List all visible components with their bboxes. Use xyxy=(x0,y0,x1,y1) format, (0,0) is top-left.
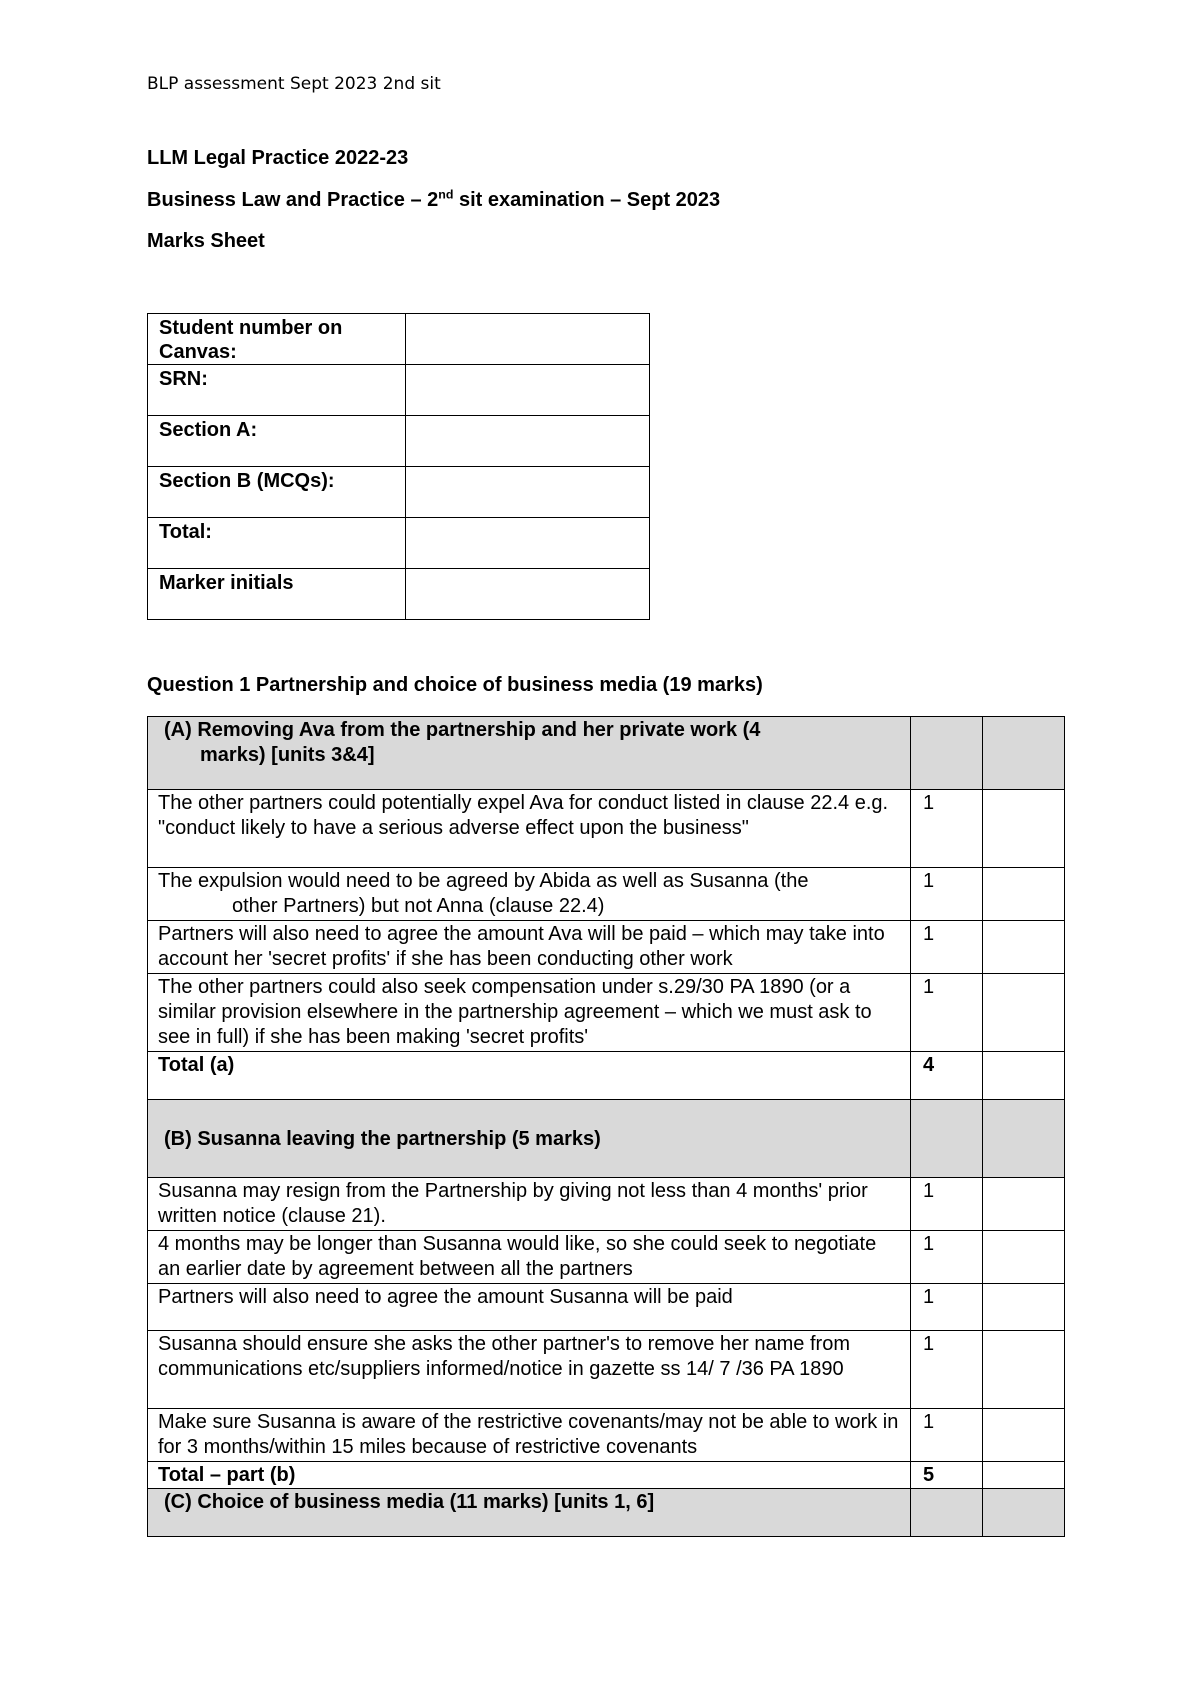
part-c-heading: (C) Choice of business media (11 marks) [units 1, 6] xyxy=(148,1489,911,1537)
total-field[interactable] xyxy=(406,518,650,569)
score-cell[interactable] xyxy=(983,790,1065,868)
part-b-total-row xyxy=(148,1462,1065,1489)
part-b-header-row xyxy=(148,1100,1065,1178)
criterion-text: Partners will also need to agree the amount Ava will be paid – which may take into account her 'secret profits' if she has been conducting other work xyxy=(148,921,911,974)
criterion-text-line2: other Partners) but not Anna (clause 22.4) xyxy=(232,895,605,917)
table-row xyxy=(148,1284,1065,1331)
score-cell[interactable] xyxy=(983,1284,1065,1331)
criterion-mark: 1 xyxy=(911,921,983,974)
table-row xyxy=(148,1231,1065,1284)
criterion-mark: 1 xyxy=(911,790,983,868)
criterion-text: The other partners could also seek compensation under s.29/30 PA 1890 (or a similar provision elsewhere in the partnership agreement – which we must ask to see in full) if she has been making 'secret profits' xyxy=(148,974,911,1052)
criterion-mark: 1 xyxy=(911,1178,983,1231)
part-b-total-value: 5 xyxy=(911,1462,983,1489)
part-c-header-score xyxy=(983,1489,1065,1537)
part-a-heading-line2: marks) [units 3&4] xyxy=(200,744,375,766)
exam-title xyxy=(147,189,720,212)
part-a-header-score xyxy=(983,717,1065,790)
score-cell[interactable] xyxy=(983,974,1065,1052)
srn-label: SRN: xyxy=(148,365,406,416)
student-info-table xyxy=(147,313,650,620)
marks-table xyxy=(147,716,1065,1537)
total-label: Total: xyxy=(148,518,406,569)
part-a-total-label: Total (a) xyxy=(148,1052,911,1100)
student-number-field[interactable] xyxy=(406,314,650,365)
criterion-mark: 1 xyxy=(911,974,983,1052)
exam-title-sup: nd xyxy=(438,187,454,202)
srn-field[interactable] xyxy=(406,365,650,416)
criterion-text: Susanna may resign from the Partnership by giving not less than 4 months' prior written notice (clause 21). xyxy=(148,1178,911,1231)
running-header: BLP assessment Sept 2023 2nd sit xyxy=(147,74,441,94)
info-row-srn xyxy=(148,365,650,416)
part-b-header-mark xyxy=(911,1100,983,1178)
section-b-label: Section B (MCQs): xyxy=(148,467,406,518)
exam-title-prefix: Business Law and Practice – 2 xyxy=(147,189,439,211)
part-b-header-score xyxy=(983,1100,1065,1178)
part-c-header-mark xyxy=(911,1489,983,1537)
criterion-mark: 1 xyxy=(911,1284,983,1331)
table-row xyxy=(148,790,1065,868)
section-a-field[interactable] xyxy=(406,416,650,467)
marks-sheet-title: Marks Sheet xyxy=(147,230,265,252)
marker-initials-label: Marker initials xyxy=(148,569,406,620)
student-number-label: Student number on Canvas: xyxy=(148,314,406,365)
section-b-field[interactable] xyxy=(406,467,650,518)
part-b-total-label: Total – part (b) xyxy=(148,1462,911,1489)
part-a-header-mark xyxy=(911,717,983,790)
criterion-mark: 1 xyxy=(911,1231,983,1284)
exam-title-suffix: sit examination – Sept 2023 xyxy=(453,189,721,211)
criterion-text: The other partners could potentially expel Ava for conduct listed in clause 22.4 e.g. "conduct likely to have a serious adverse effect upon the business" xyxy=(148,790,911,868)
criterion-text: 4 months may be longer than Susanna would like, so she could seek to negotiate an earlier date by agreement between all the partners xyxy=(148,1231,911,1284)
part-b-heading: (B) Susanna leaving the partnership (5 marks) xyxy=(148,1100,911,1178)
course-title: LLM Legal Practice 2022-23 xyxy=(147,147,409,169)
criterion-text: Make sure Susanna is aware of the restrictive covenants/may not be able to work in for 3 months/within 15 miles because of restrictive covenants xyxy=(148,1409,911,1462)
score-cell[interactable] xyxy=(983,1331,1065,1409)
section-a-label: Section A: xyxy=(148,416,406,467)
part-a-header-row xyxy=(148,717,1065,790)
score-cell[interactable] xyxy=(983,1231,1065,1284)
criterion-mark: 1 xyxy=(911,1409,983,1462)
part-a-heading-line1: (A) Removing Ava from the partnership and her private work (4 xyxy=(164,719,761,741)
info-row-marker xyxy=(148,569,650,620)
part-c-header-row xyxy=(148,1489,1065,1537)
criterion-mark: 1 xyxy=(911,1331,983,1409)
table-row xyxy=(148,1409,1065,1462)
table-row xyxy=(148,974,1065,1052)
score-cell[interactable] xyxy=(983,1178,1065,1231)
part-a-heading xyxy=(148,717,911,790)
info-row-section-a xyxy=(148,416,650,467)
criterion-text xyxy=(148,868,911,921)
criterion-text: Susanna should ensure she asks the other partner's to remove her name from communications etc/suppliers informed/notice in gazette ss 14/ 7 /36 PA 1890 xyxy=(148,1331,911,1409)
table-row xyxy=(148,1178,1065,1231)
part-a-total-row xyxy=(148,1052,1065,1100)
marker-initials-field[interactable] xyxy=(406,569,650,620)
part-a-total-value: 4 xyxy=(911,1052,983,1100)
table-row xyxy=(148,921,1065,974)
info-row-total xyxy=(148,518,650,569)
criterion-text: Partners will also need to agree the amount Susanna will be paid xyxy=(148,1284,911,1331)
criterion-mark: 1 xyxy=(911,868,983,921)
info-row-student-number xyxy=(148,314,650,365)
info-row-section-b xyxy=(148,467,650,518)
score-cell[interactable] xyxy=(983,1409,1065,1462)
score-cell[interactable] xyxy=(983,921,1065,974)
question-title: Question 1 Partnership and choice of business media (19 marks) xyxy=(147,674,763,696)
criterion-text-line1: The expulsion would need to be agreed by Abida as well as Susanna (the xyxy=(158,870,809,892)
table-row xyxy=(148,1331,1065,1409)
score-cell[interactable] xyxy=(983,868,1065,921)
table-row xyxy=(148,868,1065,921)
part-a-total-score[interactable] xyxy=(983,1052,1065,1100)
part-b-total-score[interactable] xyxy=(983,1462,1065,1489)
